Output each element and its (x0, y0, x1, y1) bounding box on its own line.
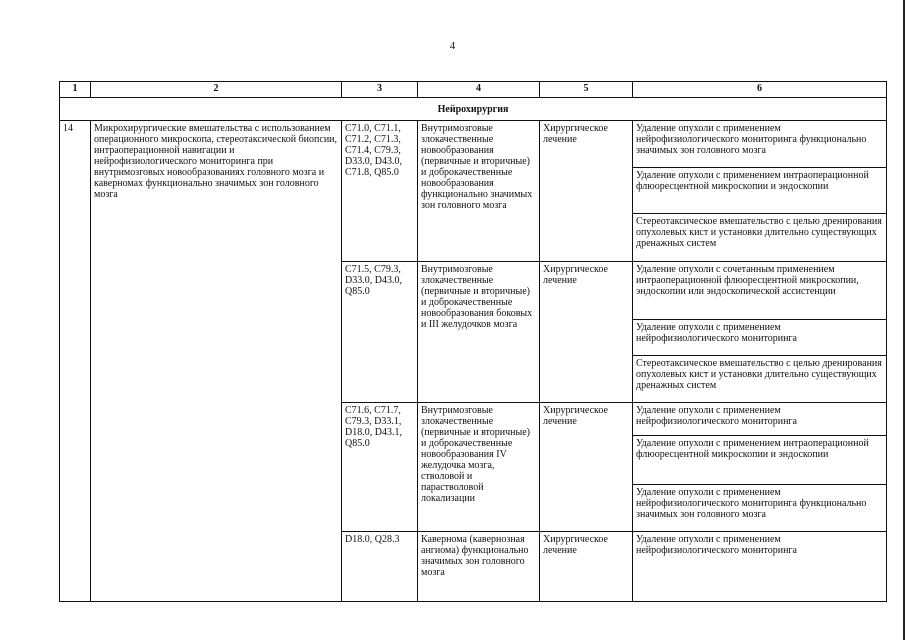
treatment-method: Удаление опухоли с применением интраоперационной флюоресцентной микроскопии и эндоскопии (633, 168, 887, 214)
treatment-method: Удаление опухоли с применением нейрофизиологического мониторинга (633, 532, 887, 602)
treatment-method: Удаление опухоли с применением нейрофизиологического мониторинга (633, 403, 887, 436)
page-number: 4 (449, 40, 456, 52)
table-row (60, 121, 887, 168)
icd-codes: C71.0, C71.1, C71.2, C71.3, C71.4, C79.3, D33.0, D43.0, C71.8, Q85.0 (342, 121, 418, 262)
header-col-4: 4 (418, 82, 540, 98)
diagnosis: Внутримозговые злокачественные (первичные и вторичные) и доброкачественные новообразования боковых и III желудочков мозга (418, 262, 540, 403)
procedure-description: Микрохирургические вмешательства с использованием операционного микроскопа, стереотаксической биопсии, интраоперационной навигации и нейрофизиологического мониторинга при внутримозговых новообразованиях головного мозга и каверномах функционально значимых зон головного мозга (91, 121, 342, 602)
treatment-method: Удаление опухоли с применением нейрофизиологического мониторинга функционально значимых зон головного мозга (633, 485, 887, 532)
diagnosis: Кавернома (кавернозная ангиома) функционально значимых зон головного мозга (418, 532, 540, 602)
diagnosis: Внутримозговые злокачественные (первичные и вторичные) и доброкачественные новообразования IV желудочка мозга, стволовой и парастволовой локализации (418, 403, 540, 532)
icd-codes: D18.0, Q28.3 (342, 532, 418, 602)
treatment-type: Хирургическое лечение (540, 532, 633, 602)
header-col-2: 2 (91, 82, 342, 98)
header-col-5: 5 (540, 82, 633, 98)
diagnosis: Внутримозговые злокачественные новообразования (первичные и вторичные) и доброкачественные новообразования функционально значимых зон головного мозга (418, 121, 540, 262)
treatment-type: Хирургическое лечение (540, 403, 633, 532)
section-title: Нейрохирургия (60, 98, 887, 121)
row-number: 14 (60, 121, 91, 602)
header-col-3: 3 (342, 82, 418, 98)
section-row (60, 98, 887, 121)
header-col-6: 6 (633, 82, 887, 98)
medical-procedures-table (59, 81, 887, 602)
treatment-method: Удаление опухоли с применением нейрофизиологического мониторинга (633, 320, 887, 356)
icd-codes: C71.5, C79.3, D33.0, D43.0, Q85.0 (342, 262, 418, 403)
header-col-1: 1 (60, 82, 91, 98)
treatment-method: Стереотаксическое вмешательство с целью дренирования опухолевых кист и установки длительно существующих дренажных систем (633, 214, 887, 262)
treatment-method: Удаление опухоли с применением интраоперационной флюоресцентной микроскопии и эндоскопии (633, 436, 887, 485)
treatment-method: Стереотаксическое вмешательство с целью дренирования опухолевых кист и установки длительно существующих дренажных систем (633, 356, 887, 403)
treatment-method: Удаление опухоли с сочетанным применением интраоперационной флюоресцентной микроскопии, эндоскопии или эндоскопической ассистенции (633, 262, 887, 320)
treatment-type: Хирургическое лечение (540, 121, 633, 262)
treatment-method: Удаление опухоли с применением нейрофизиологического мониторинга функционально значимых зон головного мозга (633, 121, 887, 168)
icd-codes: C71.6, C71.7, C79.3, D33.1, D18.0, D43.1, Q85.0 (342, 403, 418, 532)
treatment-type: Хирургическое лечение (540, 262, 633, 403)
header-row (60, 82, 887, 98)
